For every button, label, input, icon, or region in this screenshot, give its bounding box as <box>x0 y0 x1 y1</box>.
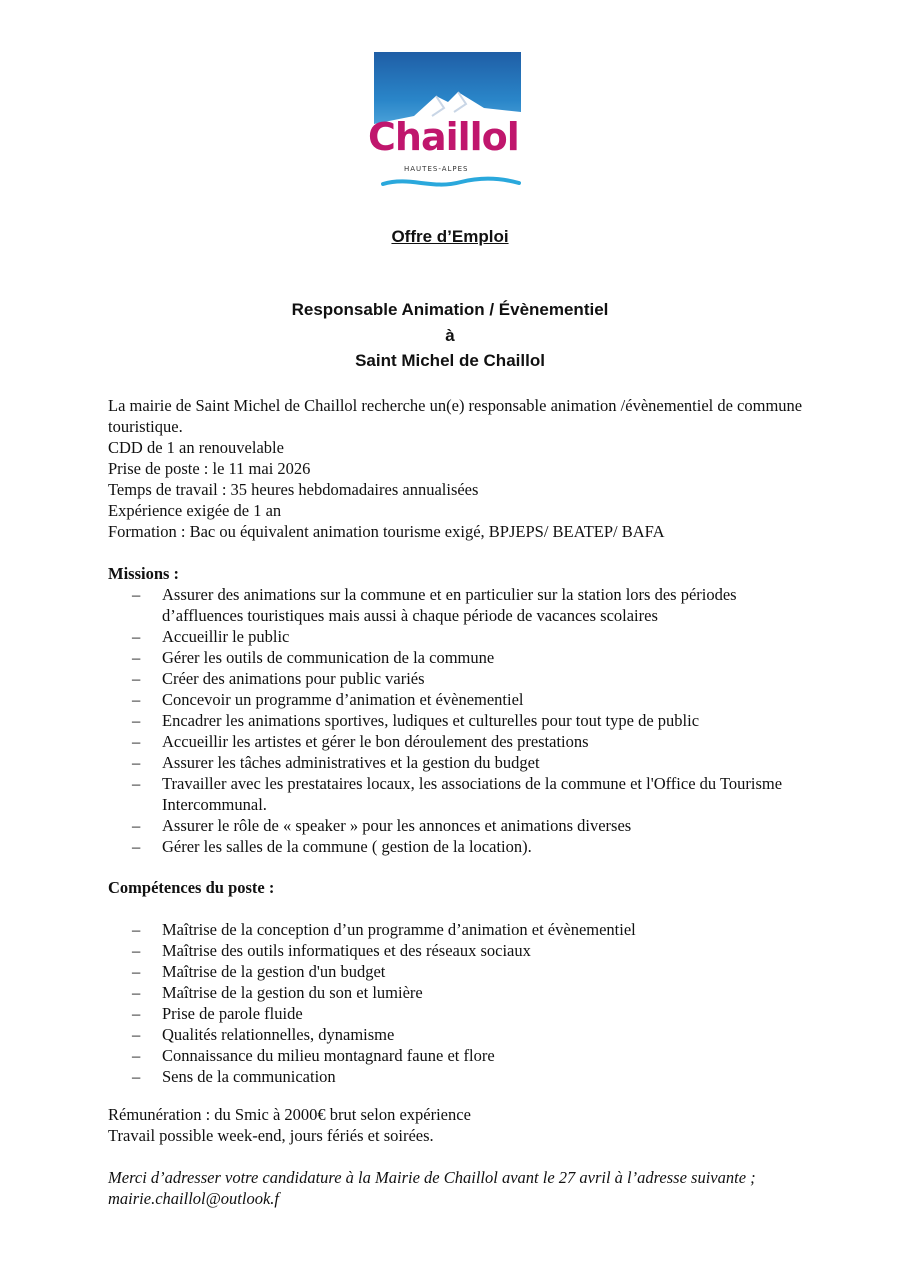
role-title: Responsable Animation / Évènementiel <box>291 300 609 319</box>
mission-text: Encadrer les animations sportives, ludiques et culturelles pour tout type de public <box>162 711 700 730</box>
list-item <box>108 752 808 773</box>
mission-text: Accueillir le public <box>162 627 290 646</box>
list-item <box>108 919 808 940</box>
dash-bullet: – <box>132 1046 141 1065</box>
competence-text: Maîtrise de la gestion d'un budget <box>162 962 386 981</box>
competence-text: Maîtrise de la gestion du son et lumière <box>162 983 423 1002</box>
mission-text: Créer des animations pour public variés <box>162 669 425 688</box>
mission-text: Gérer les salles de la commune ( gestion de la location). <box>162 837 532 856</box>
mission-text: Assurer le rôle de « speaker » pour les annonces et animations diverses <box>162 816 632 835</box>
wave-icon <box>381 174 521 190</box>
spacer <box>108 898 808 919</box>
list-item <box>108 836 808 857</box>
closing-block <box>108 1167 808 1209</box>
missions-heading: Missions : <box>108 564 180 583</box>
offer-title: Offre d’Emploi <box>391 227 509 246</box>
competences-heading: Compétences du poste : <box>108 878 275 897</box>
dash-bullet: – <box>132 837 141 856</box>
intro-line: Prise de poste : le 11 mai 2026 <box>108 459 311 478</box>
intro-block <box>108 395 808 542</box>
list-item <box>108 961 808 982</box>
mission-text: Travailler avec les prestataires locaux, les associations de la commune et l'Office du Tourisme Intercommunal. <box>162 774 783 814</box>
closing-text: Merci d’adresser votre candidature à la Mairie de Chaillol avant le 27 avril à l’adresse suivante ; mairie.chaillol@outlook.f <box>108 1168 756 1208</box>
dash-bullet: – <box>132 983 141 1002</box>
dash-bullet: – <box>132 711 141 730</box>
list-item <box>108 940 808 961</box>
competence-text: Qualités relationnelles, dynamisme <box>162 1025 395 1044</box>
dash-bullet: – <box>132 1025 141 1044</box>
list-item <box>108 773 808 815</box>
dash-bullet: – <box>132 648 141 667</box>
list-item <box>108 668 808 689</box>
list-item <box>108 710 808 731</box>
logo-wordmark: Chaillol <box>368 115 519 159</box>
mission-text: Assurer les tâches administratives et la gestion du budget <box>162 753 540 772</box>
list-item <box>108 647 808 668</box>
dash-bullet: – <box>132 920 141 939</box>
dash-bullet: – <box>132 962 141 981</box>
dash-bullet: – <box>132 774 141 793</box>
competences-section <box>108 877 808 1087</box>
intro-line: CDD de 1 an renouvelable <box>108 438 284 457</box>
remuneration-line: Rémunération : du Smic à 2000€ brut selon expérience <box>108 1105 471 1124</box>
mission-text: Gérer les outils de communication de la commune <box>162 648 495 667</box>
list-item <box>108 1003 808 1024</box>
remuneration-block <box>108 1104 808 1146</box>
intro-line: Temps de travail : 35 heures hebdomadaires annualisées <box>108 480 479 499</box>
competence-text: Prise de parole fluide <box>162 1004 303 1023</box>
competence-text: Maîtrise des outils informatiques et des réseaux sociaux <box>162 941 531 960</box>
dash-bullet: – <box>132 941 141 960</box>
intro-line: Expérience exigée de 1 an <box>108 501 282 520</box>
remuneration-line: Travail possible week-end, jours fériés et soirées. <box>108 1126 434 1145</box>
chaillol-logo <box>366 52 532 197</box>
dash-bullet: – <box>132 669 141 688</box>
list-item <box>108 626 808 647</box>
list-item <box>108 584 808 626</box>
mission-text: Concevoir un programme d’animation et évènementiel <box>162 690 524 709</box>
dash-bullet: – <box>132 585 141 604</box>
intro-line: La mairie de Saint Michel de Chaillol recherche un(e) responsable animation /évènementiel de commune touristique. <box>108 396 803 436</box>
logo-region: HAUTES-ALPES <box>404 165 469 173</box>
list-item <box>108 1045 808 1066</box>
competence-text: Maîtrise de la conception d’un programme d’animation et évènementiel <box>162 920 636 939</box>
dash-bullet: – <box>132 732 141 751</box>
dash-bullet: – <box>132 753 141 772</box>
missions-section <box>108 563 808 857</box>
list-item <box>108 815 808 836</box>
dash-bullet: – <box>132 1067 141 1086</box>
place-title: Saint Michel de Chaillol <box>355 351 545 370</box>
list-item <box>108 689 808 710</box>
dash-bullet: – <box>132 816 141 835</box>
competence-text: Sens de la communication <box>162 1067 336 1086</box>
list-item <box>108 1066 808 1087</box>
missions-list <box>108 584 808 857</box>
list-item <box>108 982 808 1003</box>
competences-list <box>108 919 808 1087</box>
list-item <box>108 1024 808 1045</box>
dash-bullet: – <box>132 1004 141 1023</box>
mission-text: Assurer des animations sur la commune et en particulier sur la station lors des périodes d’affluences touristiques mais aussi à chaque période de vacances scolaires <box>162 585 737 625</box>
dash-bullet: – <box>132 690 141 709</box>
competence-text: Connaissance du milieu montagnard faune et flore <box>162 1046 495 1065</box>
intro-line: Formation : Bac ou équivalent animation tourisme exigé, BPJEPS/ BEATEP/ BAFA <box>108 522 665 541</box>
dash-bullet: – <box>132 627 141 646</box>
mission-text: Accueillir les artistes et gérer le bon déroulement des prestations <box>162 732 589 751</box>
title-connector: à <box>445 326 455 345</box>
list-item <box>108 731 808 752</box>
